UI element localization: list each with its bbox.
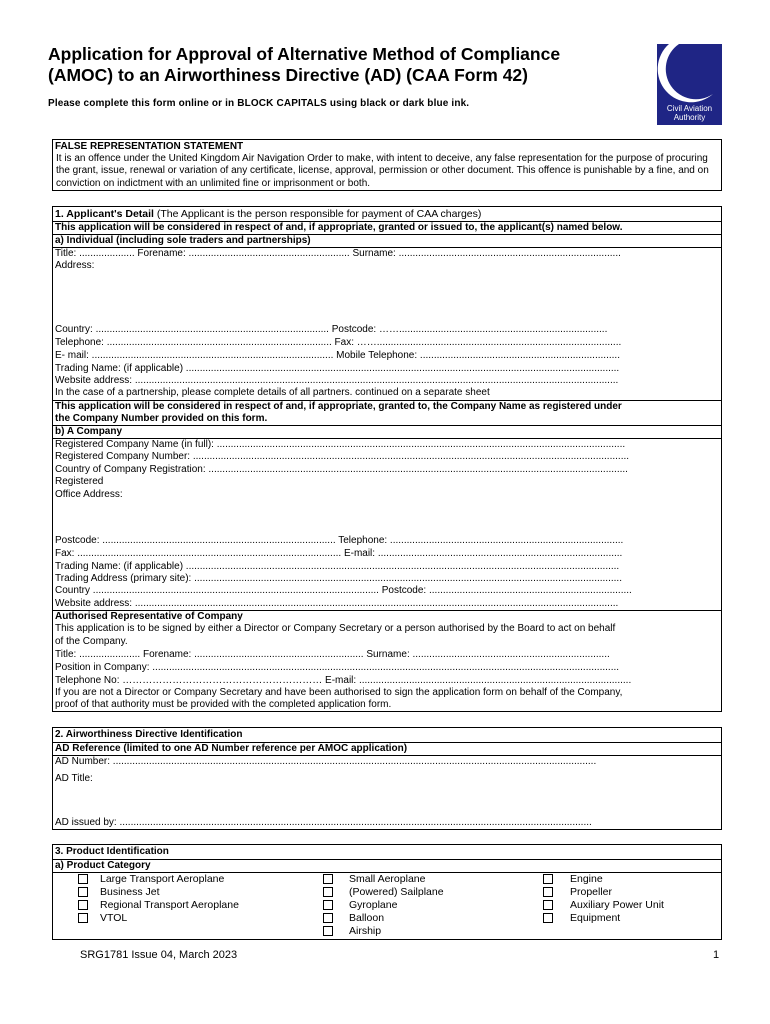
partnership-note: In the case of a partnership, please complete details of all partners. continued on a separate sheet — [55, 387, 490, 398]
label-engine: Engine — [570, 873, 603, 885]
ad-title-label[interactable]: AD Title: — [55, 773, 93, 784]
section-1-heading-label: 1. Applicant's Detail — [55, 208, 154, 220]
company-postcode-field[interactable]: Postcode: .................................................................................... Telephone: .................................................................................... — [55, 535, 624, 546]
checkbox-regional-transport-aeroplane[interactable] — [78, 900, 88, 910]
registered-label: Registered — [55, 476, 104, 487]
ad-issued-by-field[interactable]: AD issued by: .......................................................................................................................................................................... — [55, 817, 592, 828]
company-registration-country-field[interactable]: Country of Company Registration: ....................................................................................................................................................... — [55, 464, 628, 475]
form-instruction: Please complete this form online or in BLOCK CAPITALS using black or dark blue ink. — [48, 98, 470, 109]
individual-trading-name-field[interactable]: Trading Name: (if applicable) ............................................................................................................................................................ — [55, 363, 620, 374]
section-1-heading-note: (The Applicant is the person responsible for payment of CAA charges) — [153, 208, 482, 220]
company-country-field[interactable]: Country ....................................................................................................... Postcode: ......................................................................... — [55, 585, 632, 596]
checkbox-propeller[interactable] — [543, 887, 553, 897]
checkbox-balloon[interactable] — [323, 913, 333, 923]
product-category-heading: a) Product Category — [53, 859, 721, 872]
individual-name-field[interactable]: Title: .................... Forename: .......................................................... Surname: ................................................................................ — [53, 247, 721, 260]
individual-telephone-field[interactable]: Telephone: ................................................................................. Fax: ……........................................................................................ — [55, 337, 622, 348]
form-title-line-1: Application for Approval of Alternative Method of Compliance — [48, 44, 561, 64]
logo-text-line-2: Authority — [673, 113, 706, 122]
ad-reference-heading: AD Reference (limited to one AD Number reference per AMOC application) — [53, 742, 721, 755]
label-vtol: VTOL — [100, 912, 128, 924]
authorised-rep-footer-2: proof of that authority must be provided with the completed application form. — [55, 699, 392, 710]
section-2-heading: 2. Airworthiness Directive Identification — [55, 729, 243, 740]
label-large-transport-aeroplane: Large Transport Aeroplane — [100, 873, 225, 885]
company-website-field[interactable]: Website address: .............................................................................................................................................................................. — [55, 598, 619, 609]
checkbox-engine[interactable] — [543, 874, 553, 884]
company-trading-name-field[interactable]: Trading Name: (if applicable) ............................................................................................................................................................ — [55, 561, 620, 572]
authorised-rep-note-1: This application is to be signed by either a Director or Company Secretary or a person authorised by the Board to act on behalf — [55, 623, 616, 634]
company-heading: b) A Company — [53, 425, 721, 438]
false-statement-body: It is an offence under the United Kingdom Air Navigation Order to make, with intent to deceive, any false representation for the purpose of procuring the grant, issue, renewal or variation of any certificate, license, approval, permission or other document. This offence is punishable by a fine, and on conviction on indictment with an unlimited fine or imprisonment or both. — [56, 153, 709, 189]
label-powered-sailplane: (Powered) Sailplane — [349, 886, 444, 898]
checkbox-airship[interactable] — [323, 926, 333, 936]
false-representation-box — [52, 139, 722, 191]
checkbox-powered-sailplane[interactable] — [323, 887, 333, 897]
checkbox-auxiliary-power-unit[interactable] — [543, 900, 553, 910]
registered-company-name-field[interactable]: Registered Company Name (in full): ................................................................................................................................................... — [53, 438, 721, 451]
label-auxiliary-power-unit: Auxiliary Power Unit — [570, 899, 664, 911]
section-3-heading: 3. Product Identification — [55, 846, 169, 857]
page-number: 1 — [713, 949, 720, 961]
false-statement-heading: FALSE REPRESENTATION STATEMENT — [55, 141, 244, 152]
individual-heading: a) Individual (including sole traders and partnerships) — [53, 234, 721, 247]
form-reference: SRG1781 Issue 04, March 2023 — [80, 949, 238, 961]
ad-identification-section — [52, 727, 722, 830]
checkbox-gyroplane[interactable] — [323, 900, 333, 910]
checkbox-equipment[interactable] — [543, 913, 553, 923]
individual-website-field[interactable]: Website address: .............................................................................................................................................................................. — [55, 375, 619, 386]
applicant-details-section — [52, 206, 722, 712]
label-regional-transport-aeroplane: Regional Transport Aeroplane — [100, 899, 239, 911]
label-business-jet: Business Jet — [100, 886, 160, 898]
label-propeller: Propeller — [570, 886, 613, 898]
company-consideration-note-2: the Company Number provided on this form. — [55, 413, 268, 424]
authorised-rep-footer-1: If you are not a Director or Company Secretary and have been authorised to sign the application form on behalf of the Company, — [55, 687, 623, 698]
section-1-heading — [53, 208, 721, 220]
label-balloon: Balloon — [349, 912, 385, 924]
authorised-rep-note-2: of the Company. — [55, 636, 128, 647]
office-address-label: Office Address: — [55, 489, 123, 500]
ad-number-field[interactable]: AD Number: .............................................................................................................................................................................. — [53, 755, 721, 768]
logo-text-line-1: Civil Aviation — [666, 104, 713, 113]
individual-address-label: Address: — [55, 260, 95, 271]
company-fax-field[interactable]: Fax: ............................................................................................... E-mail: ........................................................................................ — [55, 548, 623, 559]
checkbox-small-aeroplane[interactable] — [323, 874, 333, 884]
checkbox-vtol[interactable] — [78, 913, 88, 923]
company-consideration-note-1: This application will be considered in respect of and, if appropriate, granted to, the Company Name as registered under — [53, 400, 721, 413]
individual-consideration-note: This application will be considered in respect of and, if appropriate, granted or issued to, the applicant(s) named below. — [53, 221, 721, 234]
label-airship: Airship — [349, 925, 382, 937]
authorised-rep-name-field[interactable]: Title: ...................... Forename: ............................................................. Surname: ....................................................................... — [55, 649, 610, 660]
label-gyroplane: Gyroplane — [349, 899, 398, 911]
authorised-rep-telephone-field[interactable]: Telephone No: …………………………………………………… E-mail: .................................................................................................. — [55, 675, 632, 686]
registered-company-number-field[interactable]: Registered Company Number: ............................................................................................................................................................. — [55, 451, 630, 462]
product-identification-section — [52, 844, 722, 940]
label-equipment: Equipment — [570, 912, 621, 924]
individual-email-field[interactable]: E- mail: ....................................................................................... Mobile Telephone: ........................................................................ — [55, 350, 620, 361]
form-title-line-2: (AMOC) to an Airworthiness Directive (AD) (CAA Form 42) — [48, 65, 528, 85]
individual-country-field[interactable]: Country: .................................................................................... Postcode: ……........................................................................... — [55, 324, 608, 335]
checkbox-large-transport-aeroplane[interactable] — [78, 874, 88, 884]
form-title — [48, 44, 638, 86]
authorised-rep-heading: Authorised Representative of Company — [53, 610, 721, 623]
caa-logo — [657, 44, 722, 125]
position-in-company-field[interactable]: Position in Company: ........................................................................................................................................................................ — [55, 662, 620, 673]
checkbox-business-jet[interactable] — [78, 887, 88, 897]
label-small-aeroplane: Small Aeroplane — [349, 873, 426, 885]
trading-address-field[interactable]: Trading Address (primary site): .......................................................................................................................................................... — [55, 573, 622, 584]
